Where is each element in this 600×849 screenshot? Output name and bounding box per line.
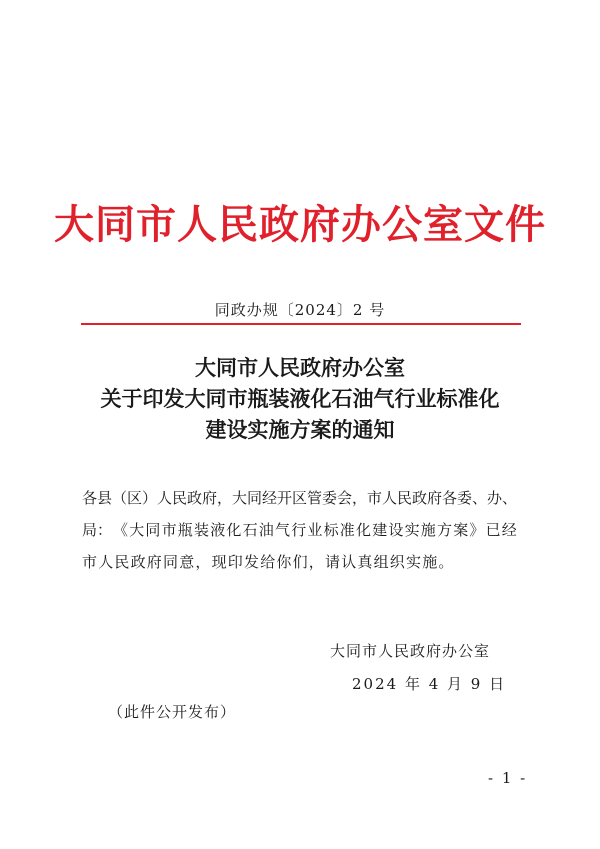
notice-title-line-1: 大同市人民政府办公室 xyxy=(195,355,405,380)
page-number: - 1 - xyxy=(488,769,528,787)
notice-title-line-2: 关于印发大同市瓶装液化石油气行业标准化 xyxy=(100,386,500,411)
salutation: 各县（区）人民政府，大同经开区管委会，市人民政府各委、办、局： xyxy=(82,489,518,539)
red-divider-line xyxy=(81,323,521,325)
notice-title-line-3: 建设实施方案的通知 xyxy=(205,417,395,442)
publish-note: （此件公开发布） xyxy=(108,703,237,721)
document-header-title: 大同市人民政府办公室文件 xyxy=(54,202,546,248)
signing-organization: 大同市人民政府办公室 xyxy=(330,642,491,660)
document-number: 同政办规〔2024〕2 号 xyxy=(214,301,386,319)
signing-date: 2024 年 4 月 9 日 xyxy=(352,675,507,693)
body-paragraph: 《大同市瓶装液化石油气行业标准化建设实施方案》已经市人民政府同意，现印发给你们，请认真组织实施。 xyxy=(82,521,519,571)
notice-title xyxy=(0,352,600,445)
